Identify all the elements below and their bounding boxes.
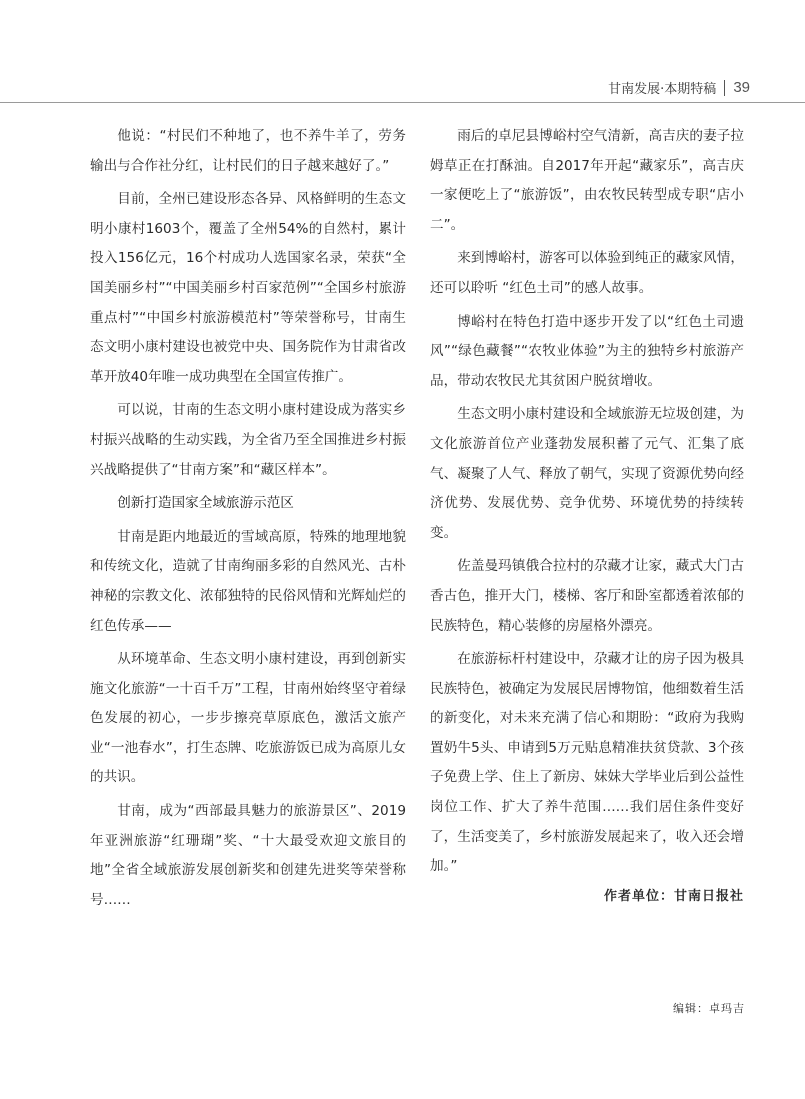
editor-credit: 编辑：卓玛吉 xyxy=(673,1002,745,1015)
paragraph: 可以说，甘南的生态文明小康村建设成为落实乡村振兴战略的生动实践，为全省乃至全国推进乡村振兴战略提供了“甘南方案”和“藏区样本”。 xyxy=(90,402,406,478)
section-subheading: 创新打造国家全域旅游示范区 xyxy=(117,495,294,512)
page-number: 39 xyxy=(733,79,750,96)
running-header xyxy=(608,78,750,97)
paragraph: 他说：“村民们不种地了，也不养牛羊了，劳务输出与合作社分红，让村民们的日子越来越好了。” xyxy=(90,128,406,174)
header-divider xyxy=(724,80,725,96)
author-affiliation: 作者单位：甘南日报社 xyxy=(603,888,744,904)
paragraph: 在旅游标杆村建设中，尕藏才让的房子因为极具民族特色，被确定为发展民居博物馆，他细数着生活的新变化，对未来充满了信心和期盼：“政府为我购置奶牛5头、申请到5万元贴息精准扶贫贷款、3个孩子免费上学、住上了新房、妹妹大学毕业后到公益性岗位工作、扩大了养牛范围……我们居住条件变好了，生活变美了，乡村旅游发展起来了，收入还会增加。” xyxy=(430,651,744,875)
paragraph: 来到博峪村，游客可以体验到纯正的藏家风情，还可以聆听 “红色土司”的感人故事。 xyxy=(430,250,744,296)
paragraph: 雨后的卓尼县博峪村空气清新，高吉庆的妻子拉姆草正在打酥油。自2017年开起“藏家乐”，高吉庆一家便吃上了“旅游饭”，由农牧民转型成专职“店小二”。 xyxy=(430,128,744,233)
paragraph: 生态文明小康村建设和全域旅游无垃圾创建，为文化旅游首位产业蓬勃发展积蓄了元气、汇集了底气、凝聚了人气、释放了朝气，实现了资源优势向经济优势、发展优势、竞争优势、环境优势的持续转变。 xyxy=(430,406,744,541)
paragraph: 博峪村在特色打造中逐步开发了以“红色土司遗风”“绿色藏餐”“农牧业体验”为主的独特乡村旅游产品，带动农牧民尤其贫困户脱贫增收。 xyxy=(430,313,744,389)
header-rule xyxy=(0,102,805,103)
paragraph: 从环境革命、生态文明小康村建设，再到创新实施文化旅游“一十百千万”工程，甘南州始终坚守着绿色发展的初心，一步步擦亮草原底色，激活文旅产业“一池春水”，打生态牌、吃旅游饭已成为高原儿女的共识。 xyxy=(90,651,406,786)
section-title: 甘南发展·本期特稿 xyxy=(608,82,717,97)
right-column xyxy=(430,122,744,908)
paragraph: 甘南是距内地最近的雪域高原，特殊的地理地貌和传统文化，造就了甘南绚丽多彩的自然风光、古朴神秘的宗教文化、浓郁独特的民俗风情和光辉灿烂的红色传承—— xyxy=(90,528,406,634)
left-column xyxy=(90,122,406,919)
paragraph: 甘南，成为“西部最具魅力的旅游景区”、2019年亚洲旅游“红珊瑚”奖、“十大最受欢迎文旅目的地”全省全域旅游发展创新奖和创建先进奖等荣誉称号…… xyxy=(90,803,406,908)
paragraph: 目前，全州已建设形态各异、风格鲜明的生态文明小康村1603个，覆盖了全州54%的自然村，累计投入156亿元，16个村成功人选国家名录，荣获“全国美丽乡村”“中国美丽乡村百家范例”“全国乡村旅游重点村”“中国乡村旅游模范村”等荣誉称号，甘南生态文明小康村建设也被党中央、国务院作为甘肃省改革开放40年唯一成功典型在全国宣传推广。 xyxy=(90,191,406,385)
paragraph: 佐盖曼玛镇俄合拉村的尕藏才让家，藏式大门古香古色，推开大门，楼梯、客厅和卧室都透着浓郁的民族特色，精心装修的房屋格外漂亮。 xyxy=(430,558,744,634)
